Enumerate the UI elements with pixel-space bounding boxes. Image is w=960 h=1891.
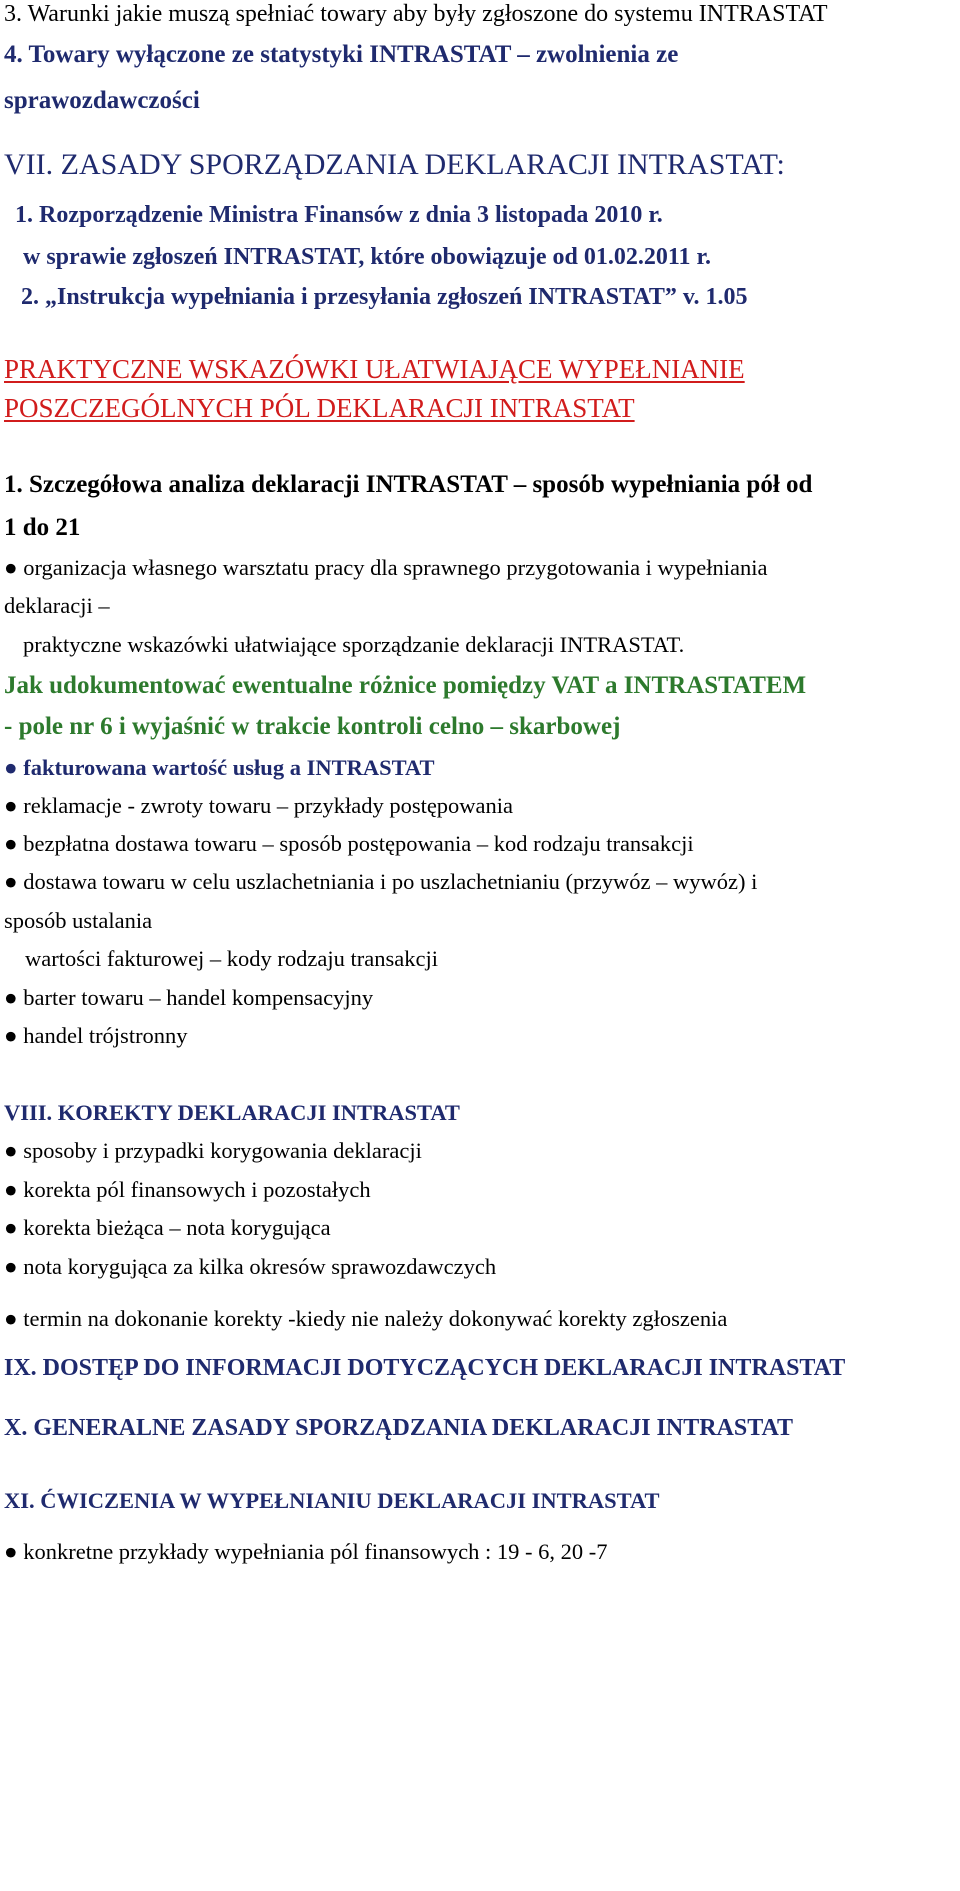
section-8-bullet-2: ● korekta pól finansowych i pozostałych [4,1177,371,1202]
section-9-heading: IX. DOSTĘP DO INFORMACJI DOTYCZĄCYCH DEKLARACJI INTRASTAT [4,1355,846,1381]
bullet-triangular-trade: ● handel trójstronny [4,1023,188,1048]
section-8-heading: VIII. KOREKTY DEKLARACJI INTRASTAT [4,1100,460,1125]
section-11-bullet-1: ● konkretne przykłady wypełniania pól finansowych : 19 - 6, 20 -7 [4,1539,608,1564]
green-question-line2: - pole nr 6 i wyjaśnić w trakcie kontroli celno – skarbowej [4,713,621,740]
practical-heading-line2: POSZCZEGÓLNYCH PÓL DEKLARACJI INTRASTAT [4,393,635,423]
section-8-bullet-3: ● korekta bieżąca – nota korygująca [4,1215,331,1240]
bullet-processing-line1: ● dostawa towaru w celu uszlachetniania i po uszlachetnianiu (przywóz – wywóz) i [4,869,758,894]
analysis-line1: 1. Szczegółowa analiza deklaracji INTRASTAT – sposób wypełniania pół od [4,471,813,498]
section-7-item-1-line1: 1. Rozporządzenie Ministra Finansów z dnia 3 listopada 2010 r. [15,202,663,228]
bullet-invoiced-services: ● fakturowana wartość usług a INTRASTAT [4,755,435,780]
section-8-bullet-4: ● nota korygująca za kilka okresów sprawozdawczych [4,1254,497,1279]
bullet-complaints: ● reklamacje - zwroty towaru – przykłady postępowania [4,793,514,818]
section-7-item-1-line2: w sprawie zgłoszeń INTRASTAT, które obowiązuje od 01.02.2011 r. [23,244,712,270]
bullet-processing-line3: wartości fakturowej – kody rodzaju transakcji [25,946,438,971]
bullet-workshop-line1: ● organizacja własnego warsztatu pracy dla sprawnego przygotowania i wypełniania [4,555,768,580]
intro-item-4-line2: sprawozdawczości [4,87,200,114]
practical-heading-line1: PRAKTYCZNE WSKAZÓWKI UŁATWIAJĄCE WYPEŁNIANIE [4,354,745,384]
section-7-item-2: 2. „Instrukcja wypełniania i przesyłania zgłoszeń INTRASTAT” v. 1.05 [21,284,748,310]
bullet-workshop-line3: praktyczne wskazówki ułatwiające sporządzanie deklaracji INTRASTAT. [23,632,685,657]
bullet-barter: ● barter towaru – handel kompensacyjny [4,985,374,1010]
intro-item-3: 3. Warunki jakie muszą spełniać towary aby były zgłoszone do systemu INTRASTAT [4,1,828,27]
section-11-heading: XI. ĆWICZENIA W WYPEŁNIANIU DEKLARACJI INTRASTAT [4,1488,660,1513]
section-8-bullet-5: ● termin na dokonanie korekty -kiedy nie należy dokonywać korekty zgłoszenia [4,1306,728,1331]
green-question-line1: Jak udokumentować ewentualne różnice pomiędzy VAT a INTRASTATEM [4,672,807,699]
bullet-processing-line2: sposób ustalania [4,908,153,933]
bullet-workshop-line2: deklaracji – [4,593,110,618]
section-7-heading: VII. ZASADY SPORZĄDZANIA DEKLARACJI INTRASTAT: [4,148,785,181]
analysis-line2: 1 do 21 [4,514,81,541]
bullet-free-delivery: ● bezpłatna dostawa towaru – sposób postępowania – kod rodzaju transakcji [4,831,694,856]
section-10-heading: X. GENERALNE ZASADY SPORZĄDZANIA DEKLARACJI INTRASTAT [4,1415,794,1441]
section-8-bullet-1: ● sposoby i przypadki korygowania deklaracji [4,1138,422,1163]
intro-item-4-line1: 4. Towary wyłączone ze statystyki INTRASTAT – zwolnienia ze [4,41,679,68]
